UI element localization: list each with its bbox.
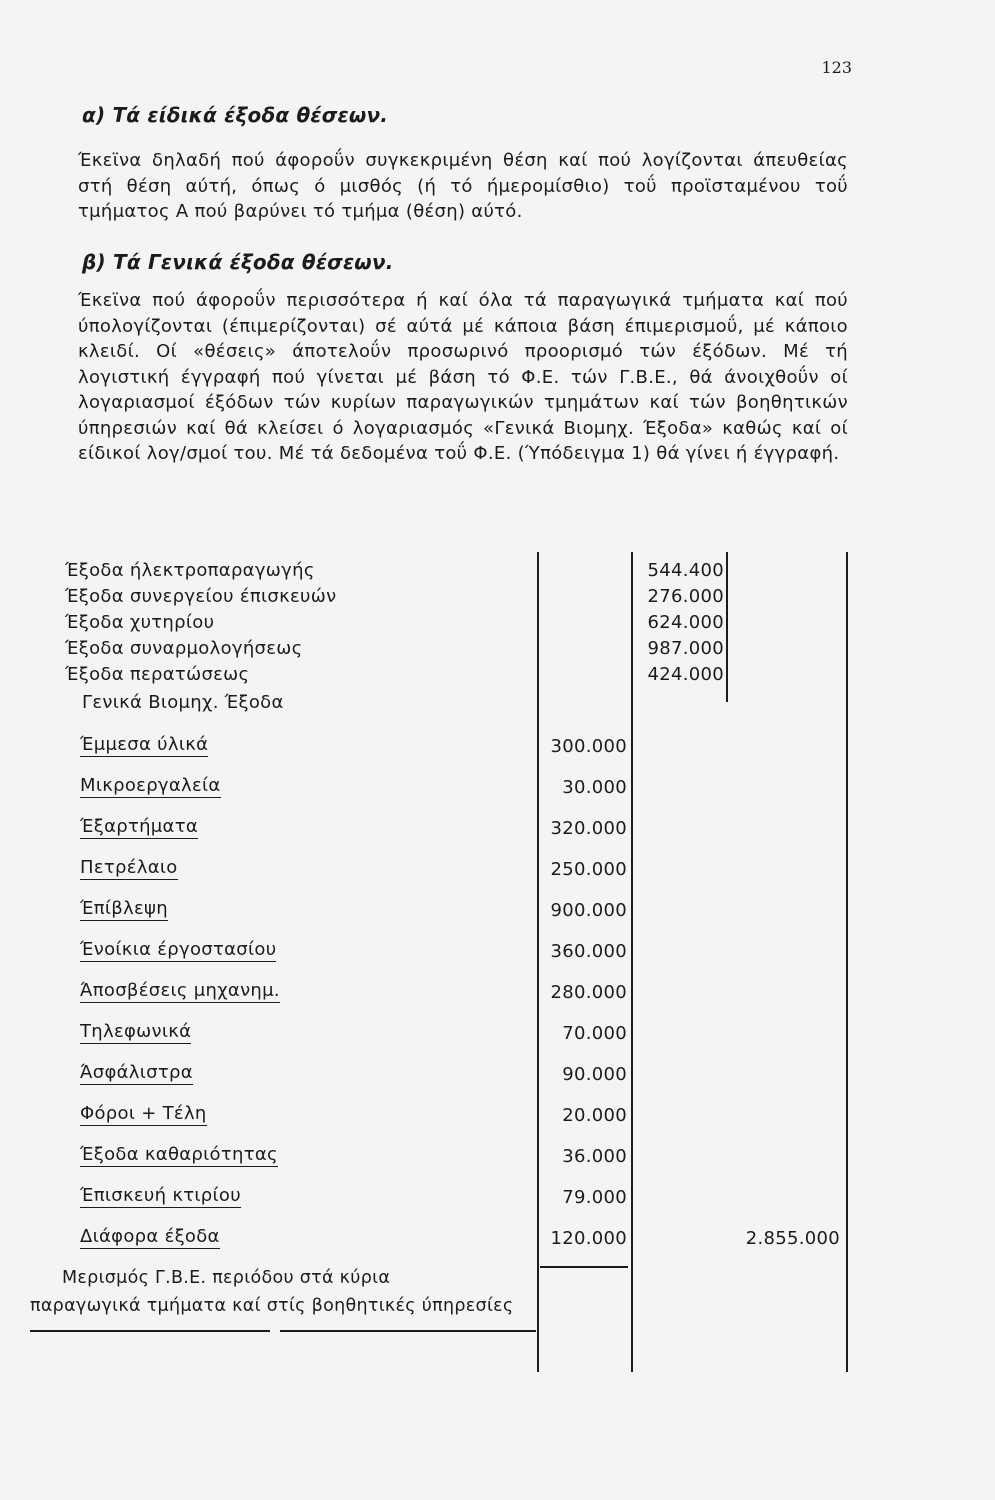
sub-account-amount: 120.000 <box>550 1228 627 1249</box>
sub-account-label: Φόροι + Τέλη <box>80 1103 207 1124</box>
debit-account-label: Έξοδα συνεργείου έπισκευών <box>65 586 337 607</box>
sub-account-amount: 280.000 <box>550 982 627 1003</box>
sub-account-label: Άσφάλιστρα <box>80 1062 193 1083</box>
sub-account-label: Έπίβλεψη <box>80 898 168 919</box>
sub-account-amount: 79.000 <box>562 1187 627 1208</box>
debit-account-label: Έξοδα περατώσεως <box>65 664 250 685</box>
section-a-text: Έκεϊνα δηλαδή πού άφοροΰν συγκεκριμένη θέση καί πού λογίζονται άπευθείας στή θέση αύτή, όπως ό μισθός (ή τό ήμερομίσθιο) τοΰ προϊσταμένου τοΰ τμήματος Α πού βαρύνει τό τμήμα (θέση) αύτό. <box>78 150 848 222</box>
debit-account-label: Έξοδα ήλεκτροπαραγωγής <box>65 560 315 581</box>
section-a-heading: α) Τά είδικά έξοδα θέσεων. <box>82 103 389 127</box>
credit-account-label: Γενικά Βιομηχ. Έξοδα <box>82 692 284 713</box>
sub-account-amount: 36.000 <box>562 1146 627 1167</box>
sub-account-amount: 30.000 <box>562 777 627 798</box>
sub-account-label: Άποσβέσεις μηχανημ. <box>80 980 280 1001</box>
section-a-paragraph <box>78 148 848 225</box>
sub-account-amount: 900.000 <box>550 900 627 921</box>
sum-rule <box>540 1266 628 1268</box>
debit-account-label: Έξοδα χυτηρίου <box>65 612 215 633</box>
sub-account-label: Μικροεργαλεία <box>80 775 221 796</box>
sub-account-amount: 20.000 <box>562 1105 627 1126</box>
sub-account-label: Έξοδα καθαριότητας <box>80 1144 278 1165</box>
sub-account-amount: 360.000 <box>550 941 627 962</box>
debit-account-amount: 987.000 <box>647 638 724 659</box>
note-line-1: Μερισμός Γ.Β.Ε. περιόδου στά κύρια <box>62 1268 391 1288</box>
section-b-text: Έκεϊνα πού άφοροΰν περισσότερα ή καί όλα τά παραγωγικά τμήματα καί πού ύπολογίζονται (έπιμερίζονται) σέ αύτά μέ κάποια βάση έπιμερισμοΰ, μέ κάποιο κλειδί. Οί «θέσεις» άποτελοΰν προσωρινό προορισμό τών έξόδων. Μέ τή λογιστική έγγραφή πού γίνεται μέ βάση τό Φ.Ε. τών Γ.Β.Ε., θά άνοιχθοΰν οί λογαριασμοί έξόδων τών κυρίων παραγωγικών τμημάτων καί τών βοηθητικών ύπηρεσιών καί θά κλείσει ό λογαριασμός «Γενικά Βιομηχ. Έξοδα» καθώς καί οί είδικοί λογ/σμοί του. Μέ τά δεδομένα τοΰ Φ.Ε. (Ύπόδειγμα 1) θά γίνει ή έγγραφή. <box>78 290 848 464</box>
sub-account-label: Διάφορα έξοδα <box>80 1226 220 1247</box>
sub-account-amount: 300.000 <box>550 736 627 757</box>
debit-account-amount: 624.000 <box>647 612 724 633</box>
rule-right-debit <box>726 552 728 702</box>
sub-account-amount: 90.000 <box>562 1064 627 1085</box>
note-underline-right <box>280 1330 536 1332</box>
page-number: 123 <box>821 58 852 77</box>
sub-account-label: Έπισκευή κτιρίου <box>80 1185 241 1206</box>
sub-account-label: Έμμεσα ύλικά <box>80 734 209 755</box>
credit-total: 2.855.000 <box>745 1228 840 1249</box>
sub-account-amount: 70.000 <box>562 1023 627 1044</box>
section-b-heading: β) Τά Γενικά έξοδα θέσεων. <box>82 250 394 274</box>
note-line-2: παραγωγικά τμήματα καί στίς βοηθητικές ύπηρεσίες <box>30 1296 514 1316</box>
rule-left-amount <box>537 552 539 1372</box>
sub-account-label: Τηλεφωνικά <box>80 1021 192 1042</box>
sub-account-label: Ένοίκια έργοστασίου <box>80 939 277 960</box>
section-b-paragraph <box>78 288 848 467</box>
debit-account-label: Έξοδα συναρμολογήσεως <box>65 638 303 659</box>
debit-account-amount: 276.000 <box>647 586 724 607</box>
note-underline-left <box>30 1330 270 1332</box>
sub-account-label: Έξαρτήματα <box>80 816 199 837</box>
debit-account-amount: 424.000 <box>647 664 724 685</box>
debit-account-amount: 544.400 <box>647 560 724 581</box>
sub-account-label: Πετρέλαιο <box>80 857 178 878</box>
rule-right-credit <box>846 552 848 1372</box>
sub-account-amount: 250.000 <box>550 859 627 880</box>
sub-account-amount: 320.000 <box>550 818 627 839</box>
